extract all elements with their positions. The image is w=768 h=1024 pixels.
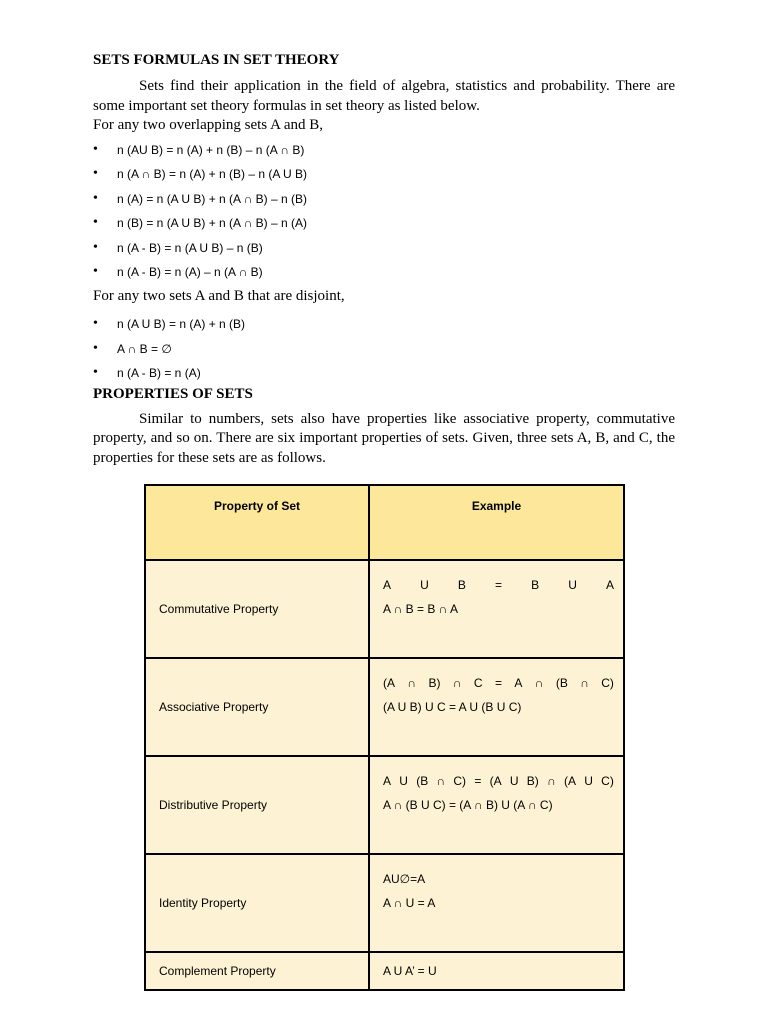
example-token: =	[494, 578, 502, 592]
property-example	[370, 855, 623, 953]
example-token: B	[457, 578, 466, 592]
example-line-justified	[383, 573, 614, 597]
property-name: Complement Property	[146, 953, 370, 989]
example-token: ∩	[452, 676, 462, 690]
disjoint-formula-list	[93, 314, 675, 388]
example-token: U	[584, 774, 593, 788]
example-line: A ∩ (B U C) = (A ∩ B) U (A ∩ C)	[383, 798, 553, 812]
list-item: • n (A - B) = n (A) – n (A ∩ B)	[93, 262, 675, 287]
example-token: B)	[428, 676, 441, 690]
table-row	[146, 757, 623, 855]
property-name: Commutative Property	[146, 561, 370, 659]
example-line: (A U B) U C = A U (B U C)	[383, 700, 522, 714]
example-token: C	[473, 676, 483, 690]
example-token: A U A’ = U	[383, 964, 437, 978]
bullet-icon: •	[93, 166, 98, 181]
table-row	[146, 659, 623, 757]
example-token: A	[605, 578, 614, 592]
example-token: ∩	[407, 676, 417, 690]
table-row	[146, 953, 623, 989]
example-line	[383, 959, 623, 983]
bullet-icon: •	[93, 264, 98, 279]
example-line-justified	[383, 769, 614, 793]
list-item: • n (B) = n (A U B) + n (A ∩ B) – n (A)	[93, 213, 675, 238]
property-example	[370, 757, 623, 855]
list-item: • A ∩ B = ∅	[93, 339, 675, 364]
list-item: • n (A - B) = n (A)	[93, 363, 675, 388]
disjoint-lead: For any two sets A and B that are disjoint,	[93, 287, 345, 304]
example-token: A	[514, 676, 523, 690]
overlap-formula-list	[93, 140, 675, 287]
overlap-lead: For any two overlapping sets A and B,	[93, 117, 323, 133]
list-item: • n (A - B) = n (A U B) – n (B)	[93, 238, 675, 263]
bullet-icon: •	[93, 316, 98, 331]
bullet-icon: •	[93, 239, 98, 255]
property-example	[370, 561, 623, 659]
example-token: B)	[526, 774, 539, 788]
example-token: =	[494, 676, 502, 690]
example-token: ∩	[534, 676, 544, 690]
example-token: U	[568, 578, 577, 592]
list-item: • n (AU B) = n (A) + n (B) – n (A ∩ B)	[93, 140, 675, 165]
bullet-icon: •	[93, 190, 98, 206]
example-token: A	[383, 774, 392, 788]
properties-intro: Similar to numbers, sets also have properties like associative property, commutative property, and so on. There are six important properties of sets. Given, three sets A, B, and C, the properties for these sets are as follows.	[93, 410, 675, 466]
bullet-icon: •	[93, 215, 98, 230]
formulas-intro: Sets find their application in the field of algebra, statistics and probability. There are some important set theory formulas in set theory as listed below.	[93, 78, 675, 114]
example-token: U	[399, 774, 408, 788]
section-title-properties: PROPERTIES OF SETS	[93, 385, 253, 402]
example-line	[383, 867, 614, 891]
list-item: • n (A U B) = n (A) + n (B)	[93, 314, 675, 339]
example-line: A ∩ B = B ∩ A	[383, 602, 458, 616]
example-line-justified	[383, 671, 614, 695]
example-line: A ∩ U = A	[383, 896, 436, 910]
table-row	[146, 561, 623, 659]
example-token: ∩	[547, 774, 556, 788]
example-token: C)	[601, 774, 614, 788]
example-token: ∩	[436, 774, 446, 788]
properties-table	[144, 484, 625, 991]
example-token: (A	[489, 774, 502, 788]
property-name: Distributive Property	[146, 757, 370, 855]
example-token: =	[474, 774, 482, 788]
example-token: (B	[555, 676, 568, 690]
bullet-icon: •	[93, 365, 98, 380]
table-row	[146, 855, 623, 953]
example-token: (A	[563, 774, 576, 788]
table-header-row	[146, 486, 623, 561]
list-item: • n (A ∩ B) = n (A) + n (B) – n (A U B)	[93, 164, 675, 189]
property-name: Identity Property	[146, 855, 370, 953]
bullet-icon: •	[93, 340, 98, 356]
column-header-property: Property of Set	[146, 486, 370, 561]
example-token: (B	[416, 774, 429, 788]
example-token: U	[509, 774, 519, 788]
bullet-icon: •	[93, 141, 98, 157]
example-token: C)	[453, 774, 467, 788]
list-item: • n (A) = n (A U B) + n (A ∩ B) – n (B)	[93, 189, 675, 214]
property-example	[370, 953, 623, 989]
section-title-formulas: SETS FORMULAS IN SET THEORY	[93, 52, 340, 68]
column-header-example: Example	[370, 486, 623, 561]
example-token: C)	[601, 676, 614, 690]
example-token: AU∅=A	[383, 872, 426, 886]
example-token: ∩	[580, 676, 589, 690]
property-example	[370, 659, 623, 757]
property-name: Associative Property	[146, 659, 370, 757]
example-token: A	[383, 578, 392, 592]
example-token: B	[531, 578, 540, 592]
document-page	[93, 50, 675, 468]
example-token: U	[420, 578, 429, 592]
example-token: (A	[383, 676, 395, 690]
